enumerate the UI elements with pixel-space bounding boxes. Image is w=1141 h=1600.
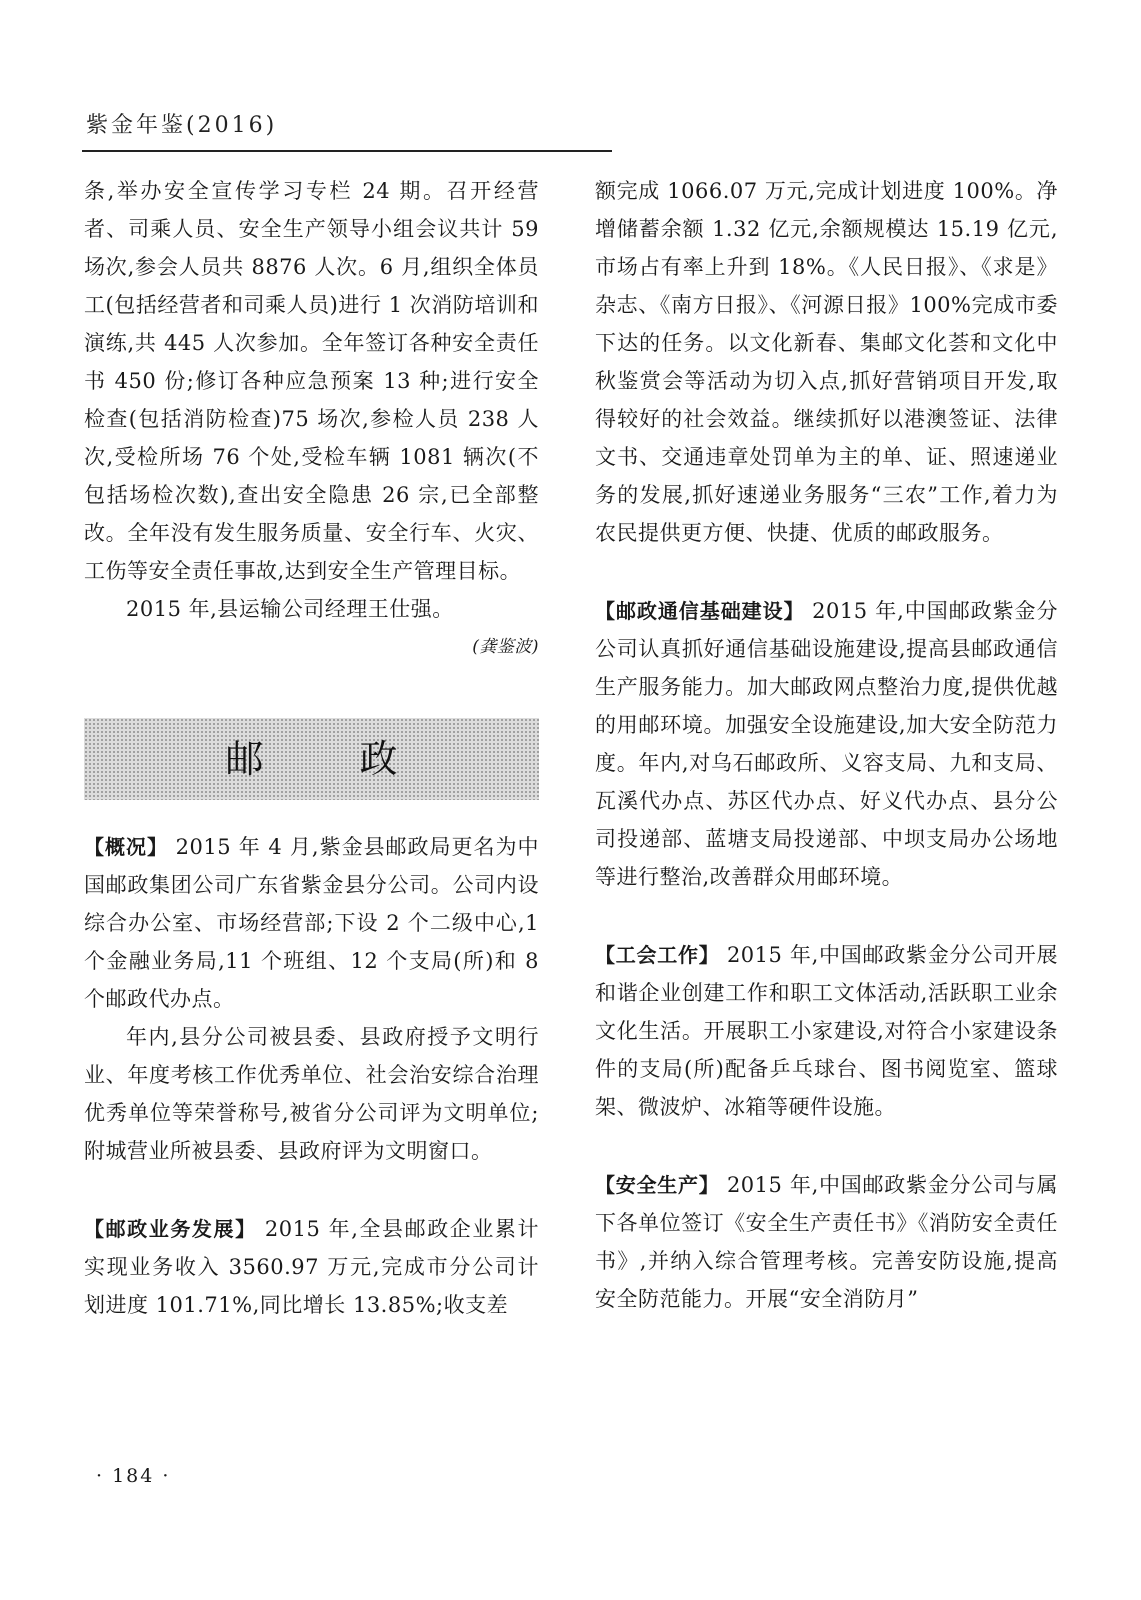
infra-keyword: 【邮政通信基础建设】	[595, 599, 805, 623]
page-number: · 184 ·	[96, 1465, 171, 1487]
spacer	[595, 1126, 1058, 1166]
section-heading-postal: 邮政	[84, 718, 539, 800]
safety-paragraph	[595, 1166, 1058, 1318]
left-paragraph-1: 条,举办安全宣传学习专栏 24 期。召开经营者、司乘人员、安全生产领导小组会议共计 59 场次,参会人员共 8876 人次。6 月,组织全体员工(包括经营者和司乘人员)进行 1 次消防培训和演练,共 445 人次参加。全年签订各种安全责任书 450 份;修订各种应急预案 13 种;进行安全检查(包括消防检查)75 场次,参检人员 238 人次,受检所场 76 个处,受检车辆 1081 辆次(不包括场检次数),查出安全隐患 26 宗,已全部整改。全年没有发生服务质量、安全行车、火灾、工伤等安全责任事故,达到安全生产管理目标。	[84, 179, 539, 583]
left-paragraph-2: 2015 年,县运输公司经理王仕强。	[126, 597, 454, 621]
author-credit: (龚鉴波)	[472, 637, 539, 657]
safety-text: 2015 年,中国邮政紫金分公司与属下各单位签订《安全生产责任书》《消防安全责任书》,并纳入综合管理考核。完善安防设施,提高安全防范能力。开展“安全消防月”	[595, 1173, 1059, 1311]
union-keyword: 【工会工作】	[595, 943, 720, 967]
infra-paragraph	[595, 592, 1058, 896]
spacer	[595, 552, 1058, 592]
safety-keyword: 【安全生产】	[595, 1173, 720, 1197]
business-text: 2015 年,全县邮政企业累计实现业务收入 3560.97 万元,完成市分公司计划进度 101.71%,同比增长 13.85%;收支差	[84, 1217, 540, 1317]
business-keyword: 【邮政业务发展】	[84, 1217, 257, 1241]
business-paragraph	[84, 1210, 539, 1324]
spacer	[84, 1170, 539, 1210]
running-header: 紫金年鉴(2016)	[86, 113, 278, 138]
header-rule	[82, 150, 612, 152]
union-text: 2015 年,中国邮政紫金分公司开展和谐企业创建工作和职工文体活动,活跃职工业余文化生活。开展职工小家建设,对符合小家建设条件的支局(所)配备乒乓球台、图书阅览室、篮球架、微波炉、冰箱等硬件设施。	[595, 943, 1059, 1119]
spacer	[595, 896, 1058, 936]
right-paragraph-1: 额完成 1066.07 万元,完成计划进度 100%。净增储蓄余额 1.32 亿元,余额规模达 15.19 亿元,市场占有率上升到 18%。《人民日报》、《求是》杂志、《南方日报》、《河源日报》100%完成市委下达的任务。以文化新春、集邮文化荟和文化中秋鉴赏会等活动为切入点,抓好营销项目开发,取得较好的社会效益。继续抓好以港澳签证、法律文书、交通违章处罚单为主的单、证、照速递业务的发展,抓好速递业务服务“三农”工作,着力为农民提供更方便、快捷、优质的邮政服务。	[595, 179, 1058, 545]
left-column	[84, 172, 539, 1324]
infra-text: 2015 年,中国邮政紫金分公司认真抓好通信基础设施建设,提高县邮政通信生产服务能力。加大邮政网点整治力度,提供优越的用邮环境。加强安全设施建设,加大安全防范力度。年内,对乌石邮政所、义容支局、九和支局、瓦溪代办点、苏区代办点、好义代办点、县分公司投递部、蓝塘支局投递部、中坝支局办公场地等进行整治,改善群众用邮环境。	[595, 599, 1058, 889]
overview-text: 2015 年 4 月,紫金县邮政局更名为中国邮政集团公司广东省紫金县分公司。公司内设综合办公室、市场经营部;下设 2 个二级中心,1 个金融业务局,11 个班组、12 个支局(所)和 8 个邮政代办点。	[84, 835, 539, 1011]
union-paragraph	[595, 936, 1058, 1126]
honors-paragraph: 年内,县分公司被县委、县政府授予文明行业、年度考核工作优秀单位、社会治安综合治理优秀单位等荣誉称号,被省分公司评为文明单位;附城营业所被县委、县政府评为文明窗口。	[84, 1025, 539, 1163]
right-column	[595, 172, 1058, 1318]
overview-paragraph	[84, 828, 539, 1018]
overview-keyword: 【概况】	[84, 835, 168, 859]
